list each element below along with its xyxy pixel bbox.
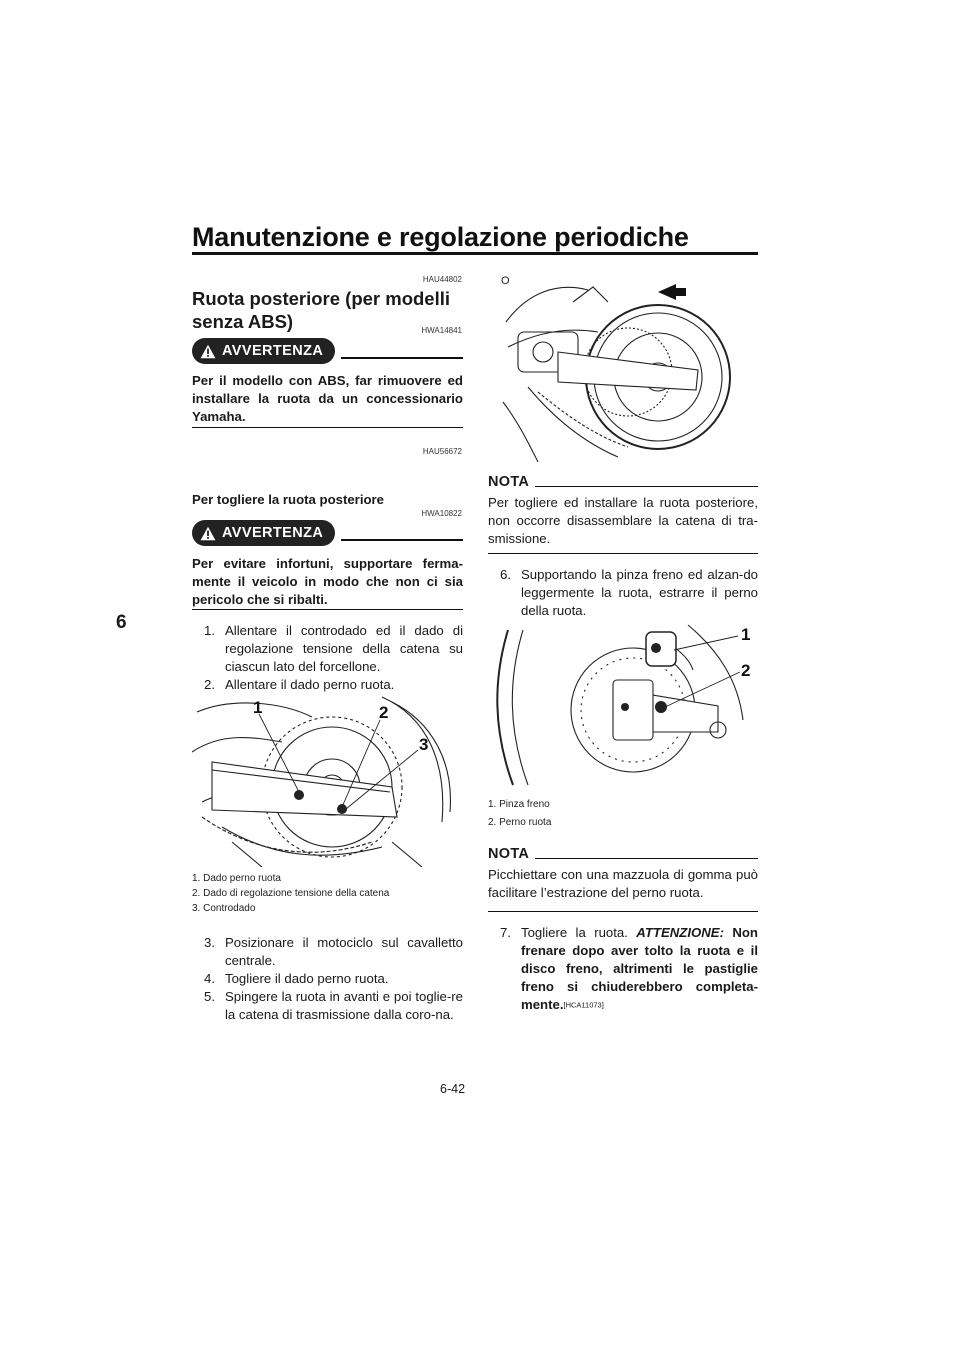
direction-arrow-icon: [658, 284, 686, 300]
svg-text:O: O: [501, 275, 510, 287]
caution-ref: [HCA11073]: [563, 1000, 604, 1010]
step-6: 6. Supportando la pinza freno ed alzan-do leggermente la ruota, estrarre il perno della ruota.: [500, 567, 758, 618]
nota-end-rule: [488, 553, 758, 554]
figure-label-3: 3: [419, 735, 429, 754]
warning-end-rule: [192, 609, 463, 610]
warning-label: AVVERTENZA: [222, 343, 324, 359]
doc-code: HAU56672: [422, 447, 462, 456]
caption-item: 2. Dado di regolazione tensione della catena: [192, 888, 390, 899]
caption-item: 3. Controdado: [192, 903, 256, 914]
page-number: 6-42: [440, 1082, 466, 1096]
figure-1-captions: [192, 871, 463, 916]
caption-item: 1. Dado perno ruota: [192, 873, 281, 884]
step-5: 5. Spingere la ruota in avanti e poi toglie-re la catena di trasmissione dalla coro-na.: [204, 989, 463, 1022]
warning-pill: [192, 338, 335, 364]
figure-brake-caliper: [488, 620, 758, 790]
step-1: 1. Allentare il controdado ed il dado di regolazione tensione della catena su ciascun lato del forcellone.: [204, 623, 463, 674]
nota-text: Per togliere ed installare la ruota posteriore, non occorre disassemblare la catena di tra-smissione.: [488, 495, 758, 546]
nota-rule: [535, 486, 758, 487]
figure-label-1: 1: [741, 625, 751, 644]
step-4: 4. Togliere il dado perno ruota.: [204, 971, 389, 986]
warning-label: AVVERTENZA: [222, 525, 324, 541]
warning-banner: [192, 520, 463, 546]
warning-text: Per evitare infortuni, supportare ferma-mente il veicolo in modo che non ci sia pericolo che si ribalti.: [192, 556, 463, 607]
nota-label: NOTA: [488, 474, 530, 490]
warning-code: HWA14841: [421, 326, 462, 335]
doc-code: HAU44802: [422, 275, 462, 284]
figure-rear-wheel-chain: [498, 272, 760, 464]
nota-header: [488, 846, 758, 862]
chapter-tab: 6: [116, 612, 127, 633]
step-3: 3. Posizionare il motociclo sul cavalletto centrale.: [204, 935, 463, 968]
caption-item: 1. Pinza freno: [488, 799, 550, 810]
warning-rule: [341, 539, 463, 540]
warning-text: Per il modello con ABS, far rimuovere ed installare la ruota da un concessionario Yamaha.: [192, 373, 463, 424]
warning-triangle-icon: [200, 344, 216, 359]
section-title: Ruota posteriore (per modelli senza ABS): [192, 288, 451, 332]
nota-label: NOTA: [488, 846, 530, 862]
subheading: Per togliere la ruota posteriore: [192, 492, 385, 507]
warning-rule: [341, 357, 463, 358]
nota-end-rule: [488, 911, 758, 912]
figure-2-captions: [488, 796, 758, 832]
page-header-title: Manutenzione e regolazione periodiche: [192, 222, 689, 252]
figure-chain-adjuster: [192, 692, 463, 867]
figure-label-2: 2: [741, 661, 751, 680]
nota-header: [488, 474, 758, 490]
header-rule: [192, 252, 758, 255]
warning-code: HWA10822: [421, 509, 462, 518]
figure-label-1: 1: [253, 698, 263, 717]
warning-end-rule: [192, 427, 463, 428]
step-7: 7. Togliere la ruota. ATTENZIONE: Non frenare dopo aver tolto la ruota e il disco freno, altrimenti le pastiglie freno si chiuderebbero completa-mente.[HCA11073]: [500, 925, 758, 1012]
step-2: 2. Allentare il dado perno ruota.: [204, 677, 395, 692]
nota-rule: [535, 858, 758, 859]
warning-banner: [192, 338, 463, 364]
attention-label: ATTENZIONE:: [636, 925, 724, 940]
warning-triangle-icon: [200, 526, 216, 541]
figure-label-2: 2: [379, 703, 389, 722]
caption-item: 2. Perno ruota: [488, 817, 552, 828]
warning-pill: [192, 520, 335, 546]
nota-text: Picchiettare con una mazzuola di gomma può facilitare l’estrazione del perno ruota.: [488, 867, 758, 900]
